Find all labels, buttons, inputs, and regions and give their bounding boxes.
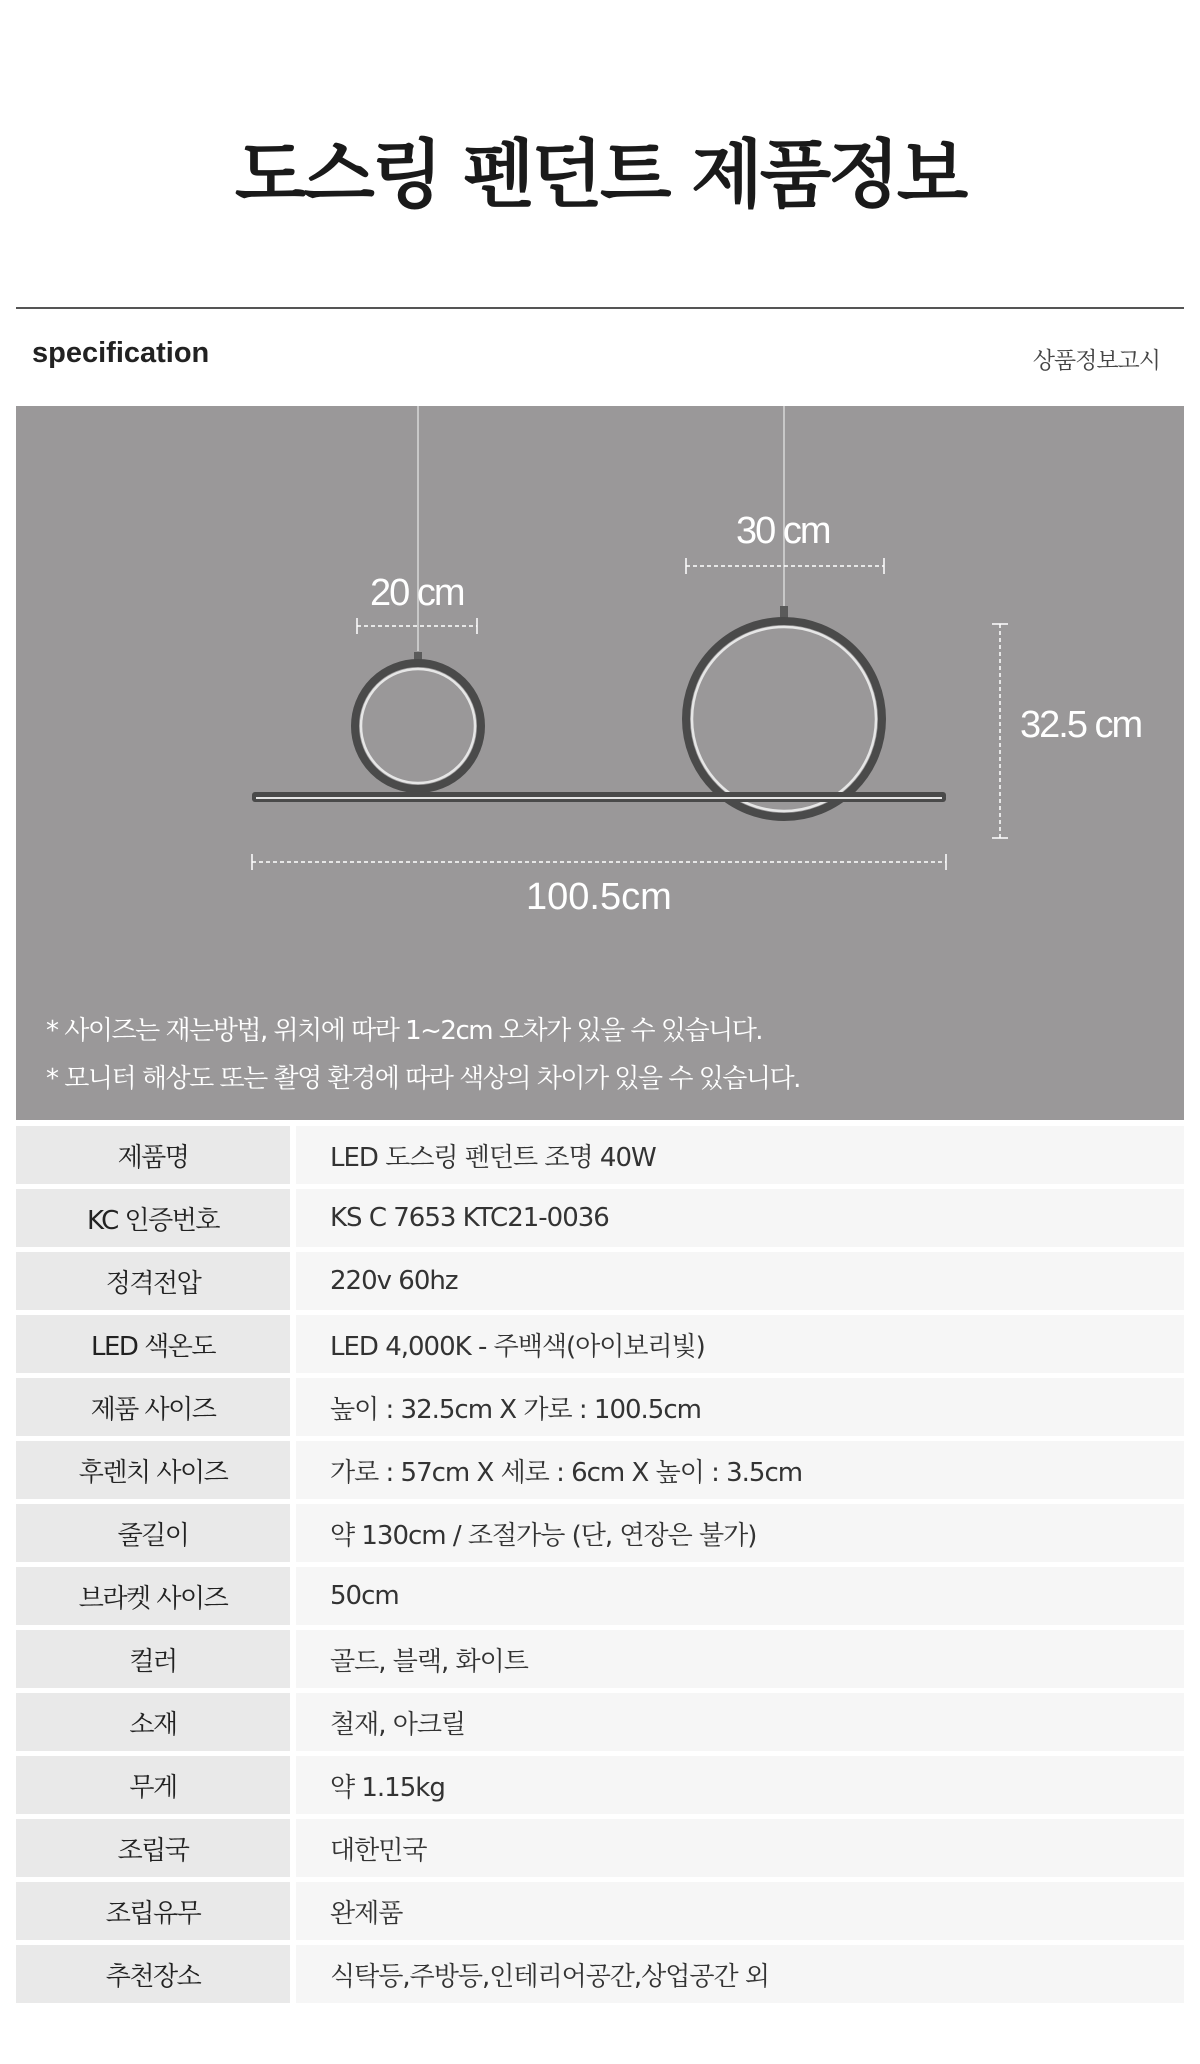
table-row [16, 1819, 1184, 1877]
section-label: specification [32, 337, 210, 369]
spec-label: LED 색온도 [16, 1315, 290, 1373]
spec-label: KC 인증번호 [16, 1189, 290, 1247]
spec-value: 완제품 [296, 1882, 1184, 1940]
table-row [16, 1882, 1184, 1940]
table-row [16, 1945, 1184, 2003]
spec-value: 가로 : 57cm X 세로 : 6cm X 높이 : 3.5cm [296, 1441, 1184, 1499]
spec-value: 식탁등,주방등,인테리어공간,상업공간 외 [296, 1945, 1184, 2003]
table-row [16, 1252, 1184, 1310]
product-notice-label: 상품정보고시 [1032, 348, 1160, 374]
note-size: * 사이즈는 재는방법, 위치에 따라 1~2cm 오차가 있을 수 있습니다. [46, 1016, 763, 1046]
spec-value: 50cm [296, 1567, 1184, 1625]
page-title: 도스링 펜던트 제품정보 [234, 132, 966, 218]
table-row [16, 1126, 1184, 1184]
table-row [16, 1441, 1184, 1499]
spec-label: 제품 사이즈 [16, 1378, 290, 1436]
dim-small-ring: 20 cm [370, 572, 464, 614]
spec-value: LED 도스링 펜던트 조명 40W [296, 1126, 1184, 1184]
small-ring [355, 663, 481, 789]
spec-label: 컬러 [16, 1630, 290, 1688]
product-image [16, 406, 1184, 1120]
table-row [16, 1315, 1184, 1373]
spec-value: 약 130cm / 조절가능 (단, 연장은 불가) [296, 1504, 1184, 1562]
spec-value: LED 4,000K - 주백색(아이보리빛) [296, 1315, 1184, 1373]
note-color: * 모니터 해상도 또는 촬영 환경에 따라 색상의 차이가 있을 수 있습니다. [46, 1064, 800, 1094]
spec-label: 제품명 [16, 1126, 290, 1184]
spec-value: 약 1.15kg [296, 1756, 1184, 1814]
spec-label: 줄길이 [16, 1504, 290, 1562]
spec-label: 추천장소 [16, 1945, 290, 2003]
spec-value: 220v 60hz [296, 1252, 1184, 1310]
table-row [16, 1630, 1184, 1688]
spec-label: 조립유무 [16, 1882, 290, 1940]
spec-value: KS C 7653 KTC21-0036 [296, 1189, 1184, 1247]
table-row [16, 1756, 1184, 1814]
table-row [16, 1693, 1184, 1751]
table-row [16, 1567, 1184, 1625]
pendant-illustration [16, 406, 1184, 1120]
dim-large-ring: 30 cm [736, 510, 830, 552]
spec-label: 후렌치 사이즈 [16, 1441, 290, 1499]
spec-label: 정격전압 [16, 1252, 290, 1310]
dim-width: 100.5cm [526, 876, 672, 918]
spec-label: 소재 [16, 1693, 290, 1751]
divider [16, 307, 1184, 309]
spec-table [16, 1126, 1184, 2008]
spec-value: 높이 : 32.5cm X 가로 : 100.5cm [296, 1378, 1184, 1436]
spec-value: 골드, 블랙, 화이트 [296, 1630, 1184, 1688]
spec-label: 무게 [16, 1756, 290, 1814]
spec-label: 조립국 [16, 1819, 290, 1877]
dim-height: 32.5 cm [1020, 704, 1142, 746]
spec-label: 브라켓 사이즈 [16, 1567, 290, 1625]
large-ring [686, 621, 882, 817]
table-row [16, 1189, 1184, 1247]
spec-value: 철재, 아크릴 [296, 1693, 1184, 1751]
table-row [16, 1378, 1184, 1436]
spec-value: 대한민국 [296, 1819, 1184, 1877]
table-row [16, 1504, 1184, 1562]
